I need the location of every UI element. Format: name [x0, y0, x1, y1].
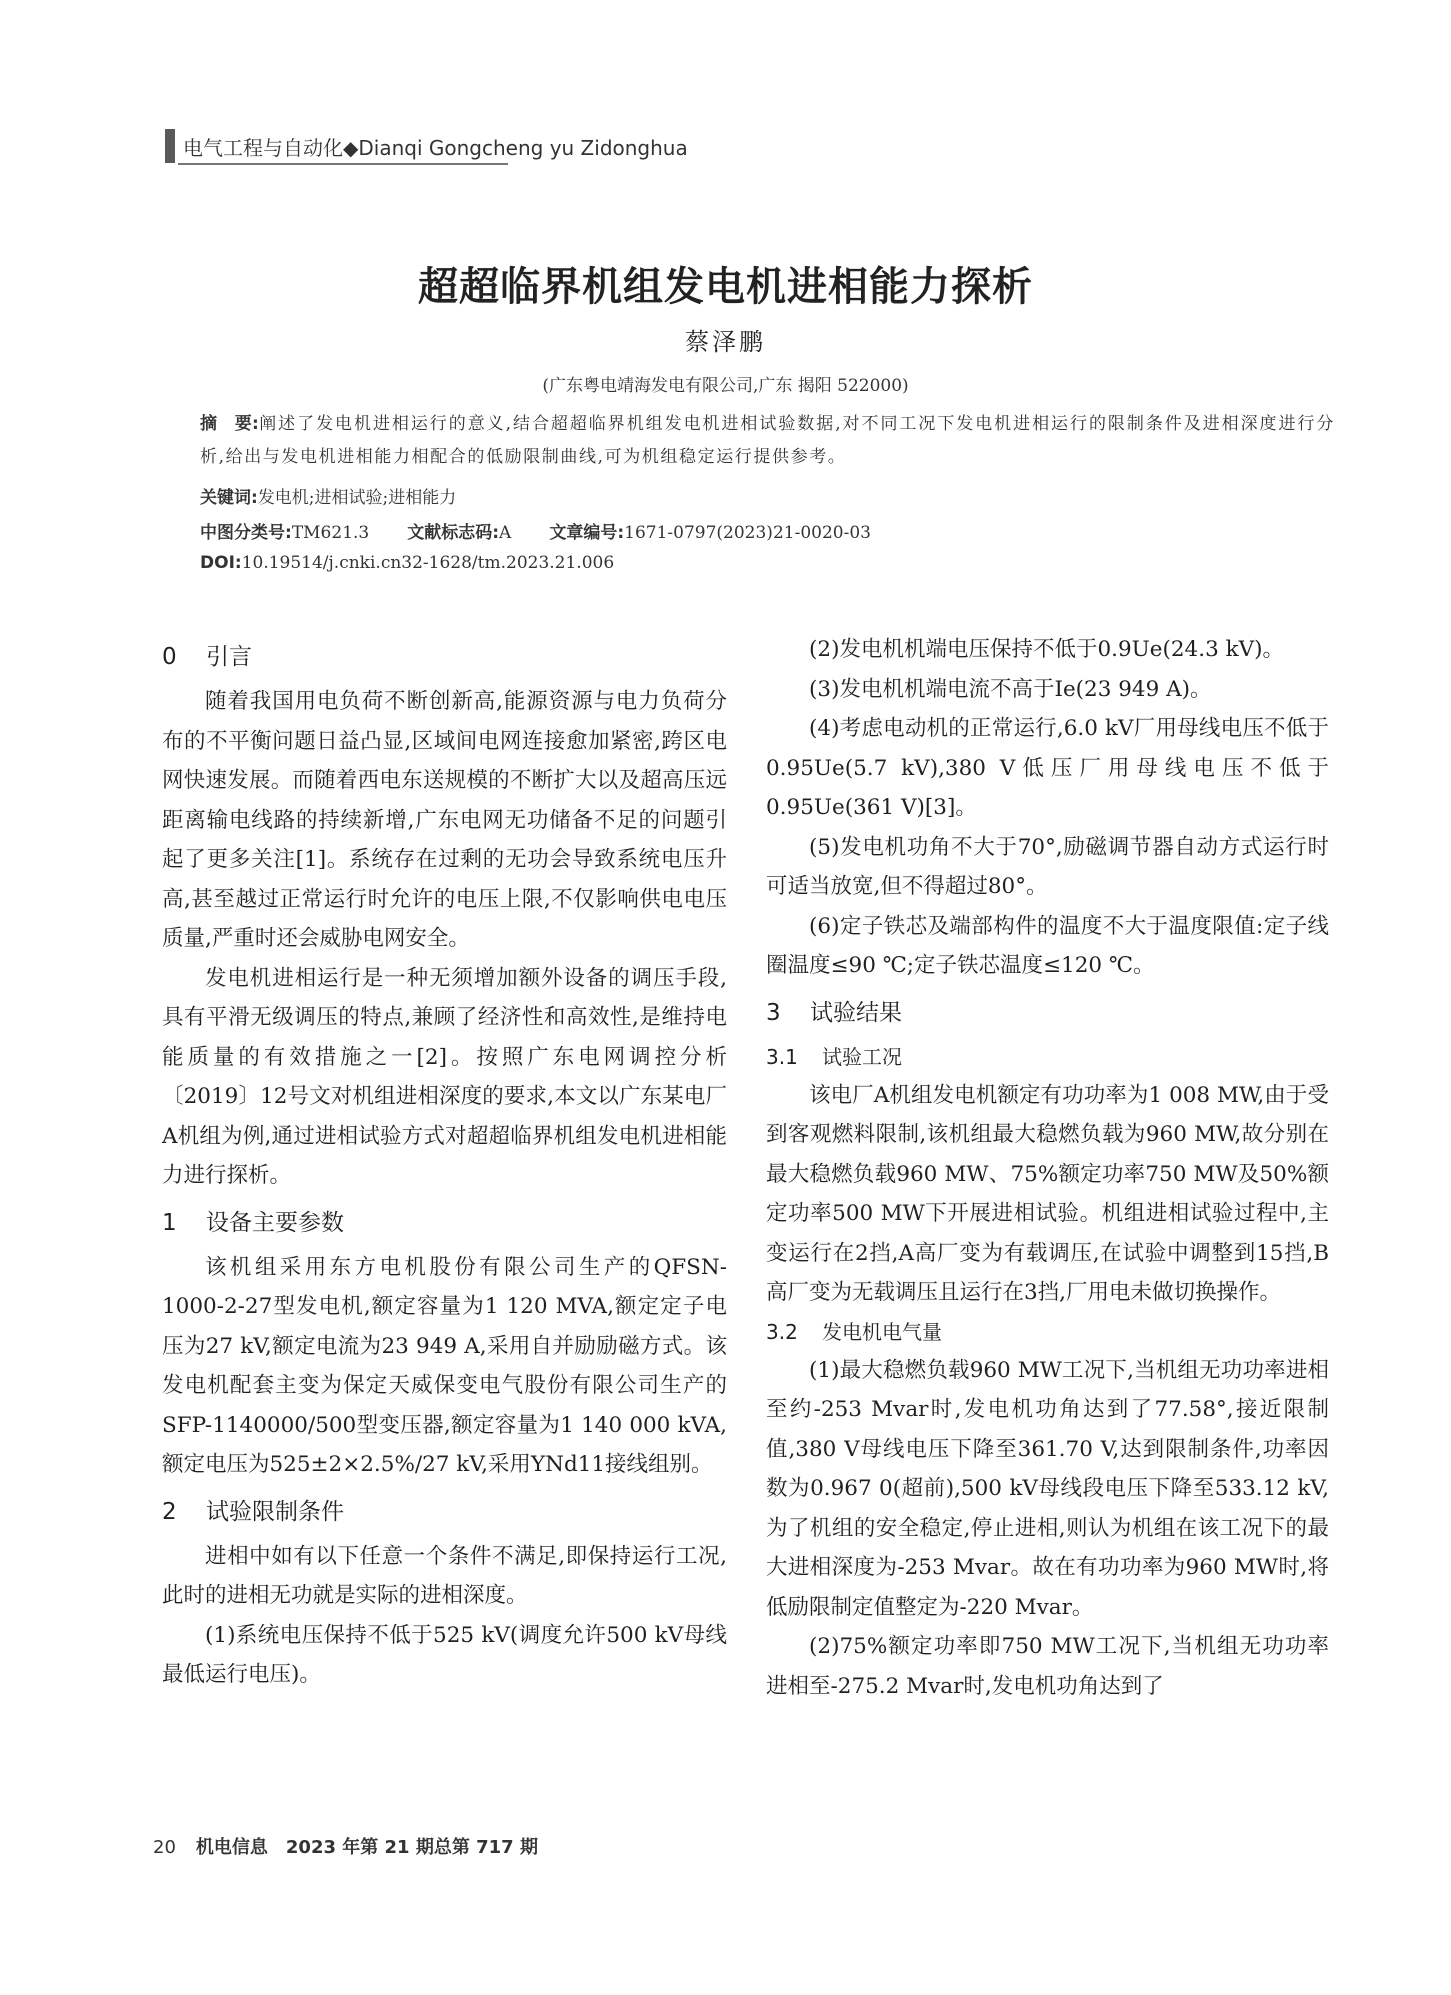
condition-item: (4)考虑电动机的正常运行,6.0 kV厂用母线电压不低于0.95Ue(5.7 kV),380 V低压厂用母线电压不低于0.95Ue(361 V)[3]。 [766, 716, 1329, 820]
section-2-heading [162, 1489, 727, 1535]
right-column [766, 630, 1329, 1706]
section-title: 设备主要参数 [206, 1209, 344, 1236]
paragraph: 该机组采用东方电机股份有限公司生产的QFSN-1000-2-27型发电机,额定容量为1 120 MVA,额定定子电压为27 kV,额定电流为23 949 A,采用自并励励磁方式。该发电机配套主变为保定天威保变电气股份有限公司生产的SFP-1140000/500型变压器,额定容量为1 140 000 kVA,额定电压为525±2×2.5%/27 kV,采用YNd11接线组别。 [162, 1254, 727, 1477]
page-footer [153, 1833, 538, 1859]
keywords-text: 发电机;进相试验;进相能力 [257, 488, 457, 508]
condition-item: (2)发电机机端电压保持不低于0.9Ue(24.3 kV)。 [809, 637, 1285, 662]
paragraph: (2)75%额定功率即750 MW工况下,当机组无功功率进相至-275.2 Mvar时,发电机功角达到了 [766, 1634, 1329, 1699]
section-1-heading [162, 1200, 727, 1246]
abstract-label: 摘 要: [200, 414, 259, 434]
running-head [165, 128, 688, 164]
condition-item: (1)系统电压保持不低于525 kV(调度允许500 kV母线最低运行电压)。 [162, 1622, 727, 1687]
section-number: 2 [162, 1498, 177, 1525]
doi-label: DOI: [200, 553, 242, 573]
clc-value: TM621.3 [291, 523, 370, 543]
section-3-2-heading [766, 1313, 1329, 1351]
subsection-number: 3.1 [766, 1044, 798, 1069]
section-number: 3 [766, 999, 781, 1026]
section-0-heading [162, 634, 727, 680]
subsection-title: 试验工况 [822, 1044, 902, 1069]
subsection-title: 发电机电气量 [822, 1319, 942, 1344]
keywords-label: 关键词: [200, 488, 258, 508]
doc-code-label: 文献标志码: [407, 523, 500, 543]
classification-line [200, 518, 871, 543]
condition-item: (6)定子铁芯及端部构件的温度不大于温度限值:定子线圈温度≤90 ℃;定子铁芯温度≤120 ℃。 [766, 913, 1329, 978]
doi-line [200, 553, 614, 573]
section-title: 引言 [206, 644, 252, 670]
author: 蔡泽鹏 [685, 328, 766, 356]
paragraph: (1)最大稳燃负载960 MW工况下,当机组无功功率进相至约-253 Mvar时,发电机功角达到了77.58°,接近限制值,380 V母线电压下降至361.70 V,达到限制条件,功率因数为0.967 0(超前),500 kV母线段电压下降至533.12 kV,为了机组的安全稳定,停止进相,则认为机组在该工况下的最大进相深度为-253 Mvar。故在有功功率为960 MW时,将低励限制定值整定为-220 Mvar。 [766, 1357, 1329, 1620]
section-number: 1 [162, 1209, 177, 1236]
paragraph: 发电机进相运行是一种无须增加额外设备的调压手段,具有平滑无级调压的特点,兼顾了经济性和高效性,是维持电能质量的有效措施之一[2]。按照广东电网调控分析〔2019〕12号文对机组进相深度的要求,本文以广东某电厂A机组为例,通过进相试验方式对超超临界机组发电机进相能力进行探析。 [162, 965, 727, 1188]
running-head-rule [178, 163, 508, 165]
article-no-value: 1671-0797(2023)21-0020-03 [624, 523, 871, 543]
article-no-label: 文章编号: [549, 523, 625, 543]
paper-title: 超超临界机组发电机进相能力探析 [418, 264, 1033, 310]
running-head-text: 电气工程与自动化◆Dianqi Gongcheng yu Zidonghua [183, 135, 688, 160]
running-head-bar [165, 129, 175, 163]
paragraph: 随着我国用电负荷不断创新高,能源资源与电力负荷分布的不平衡问题日益凸显,区域间电网连接愈加紧密,跨区电网快速发展。而随着西电东送规模的不断扩大以及超高压远距离输电线路的持续新增,广东电网无功储备不足的问题引起了更多关注[1]。系统存在过剩的无功会导致系统电压升高,甚至越过正常运行时允许的电压上限,不仅影响供电电压质量,严重时还会威胁电网安全。 [162, 689, 727, 951]
paragraph: 进相中如有以下任意一个条件不满足,即保持运行工况,此时的进相无功就是实际的进相深度。 [162, 1543, 727, 1608]
section-title: 试验结果 [810, 999, 902, 1026]
condition-item: (3)发电机机端电流不高于Ie(23 949 A)。 [809, 676, 1212, 702]
section-3-heading [766, 990, 1329, 1036]
section-3-1-heading [766, 1038, 1329, 1076]
doi-value: 10.19514/j.cnki.cn32-1628/tm.2023.21.006 [241, 553, 615, 573]
paragraph: 该电厂A机组发电机额定有功功率为1 008 MW,由于受到客观燃料限制,该机组最大稳燃负载为960 MW,故分别在最大稳燃负载960 MW、75%额定功率750 MW及50%额定功率500 MW下开展进相试验。机组进相试验过程中,主变运行在2挡,A高厂变为有载调压,在试验中调整到15挡,B高厂变为无载调压且运行在3挡,厂用电未做切换操作。 [766, 1082, 1329, 1305]
left-column [162, 630, 727, 1695]
page-number: 20 [153, 1837, 176, 1858]
abstract-text: 阐述了发电机进相运行的意义,结合超超临界机组发电机进相试验数据,对不同工况下发电机进相运行的限制条件及进相深度进行分析,给出与发电机进相能力相配合的低励限制曲线,可为机组稳定运行提供参考。 [200, 414, 1335, 467]
journal-info: 机电信息 2023 年第 21 期总第 717 期 [195, 1837, 538, 1858]
subsection-number: 3.2 [766, 1319, 798, 1344]
abstract [200, 408, 1335, 474]
section-number: 0 [162, 644, 177, 670]
doc-code-value: A [499, 523, 512, 543]
keywords [200, 483, 456, 508]
section-title: 试验限制条件 [206, 1498, 344, 1525]
condition-item: (5)发电机功角不大于70°,励磁调节器自动方式运行时可适当放宽,但不得超过80°。 [766, 834, 1329, 899]
clc-label: 中图分类号: [200, 523, 292, 543]
affiliation: (广东粤电靖海发电有限公司,广东 揭阳 522000) [542, 376, 909, 396]
